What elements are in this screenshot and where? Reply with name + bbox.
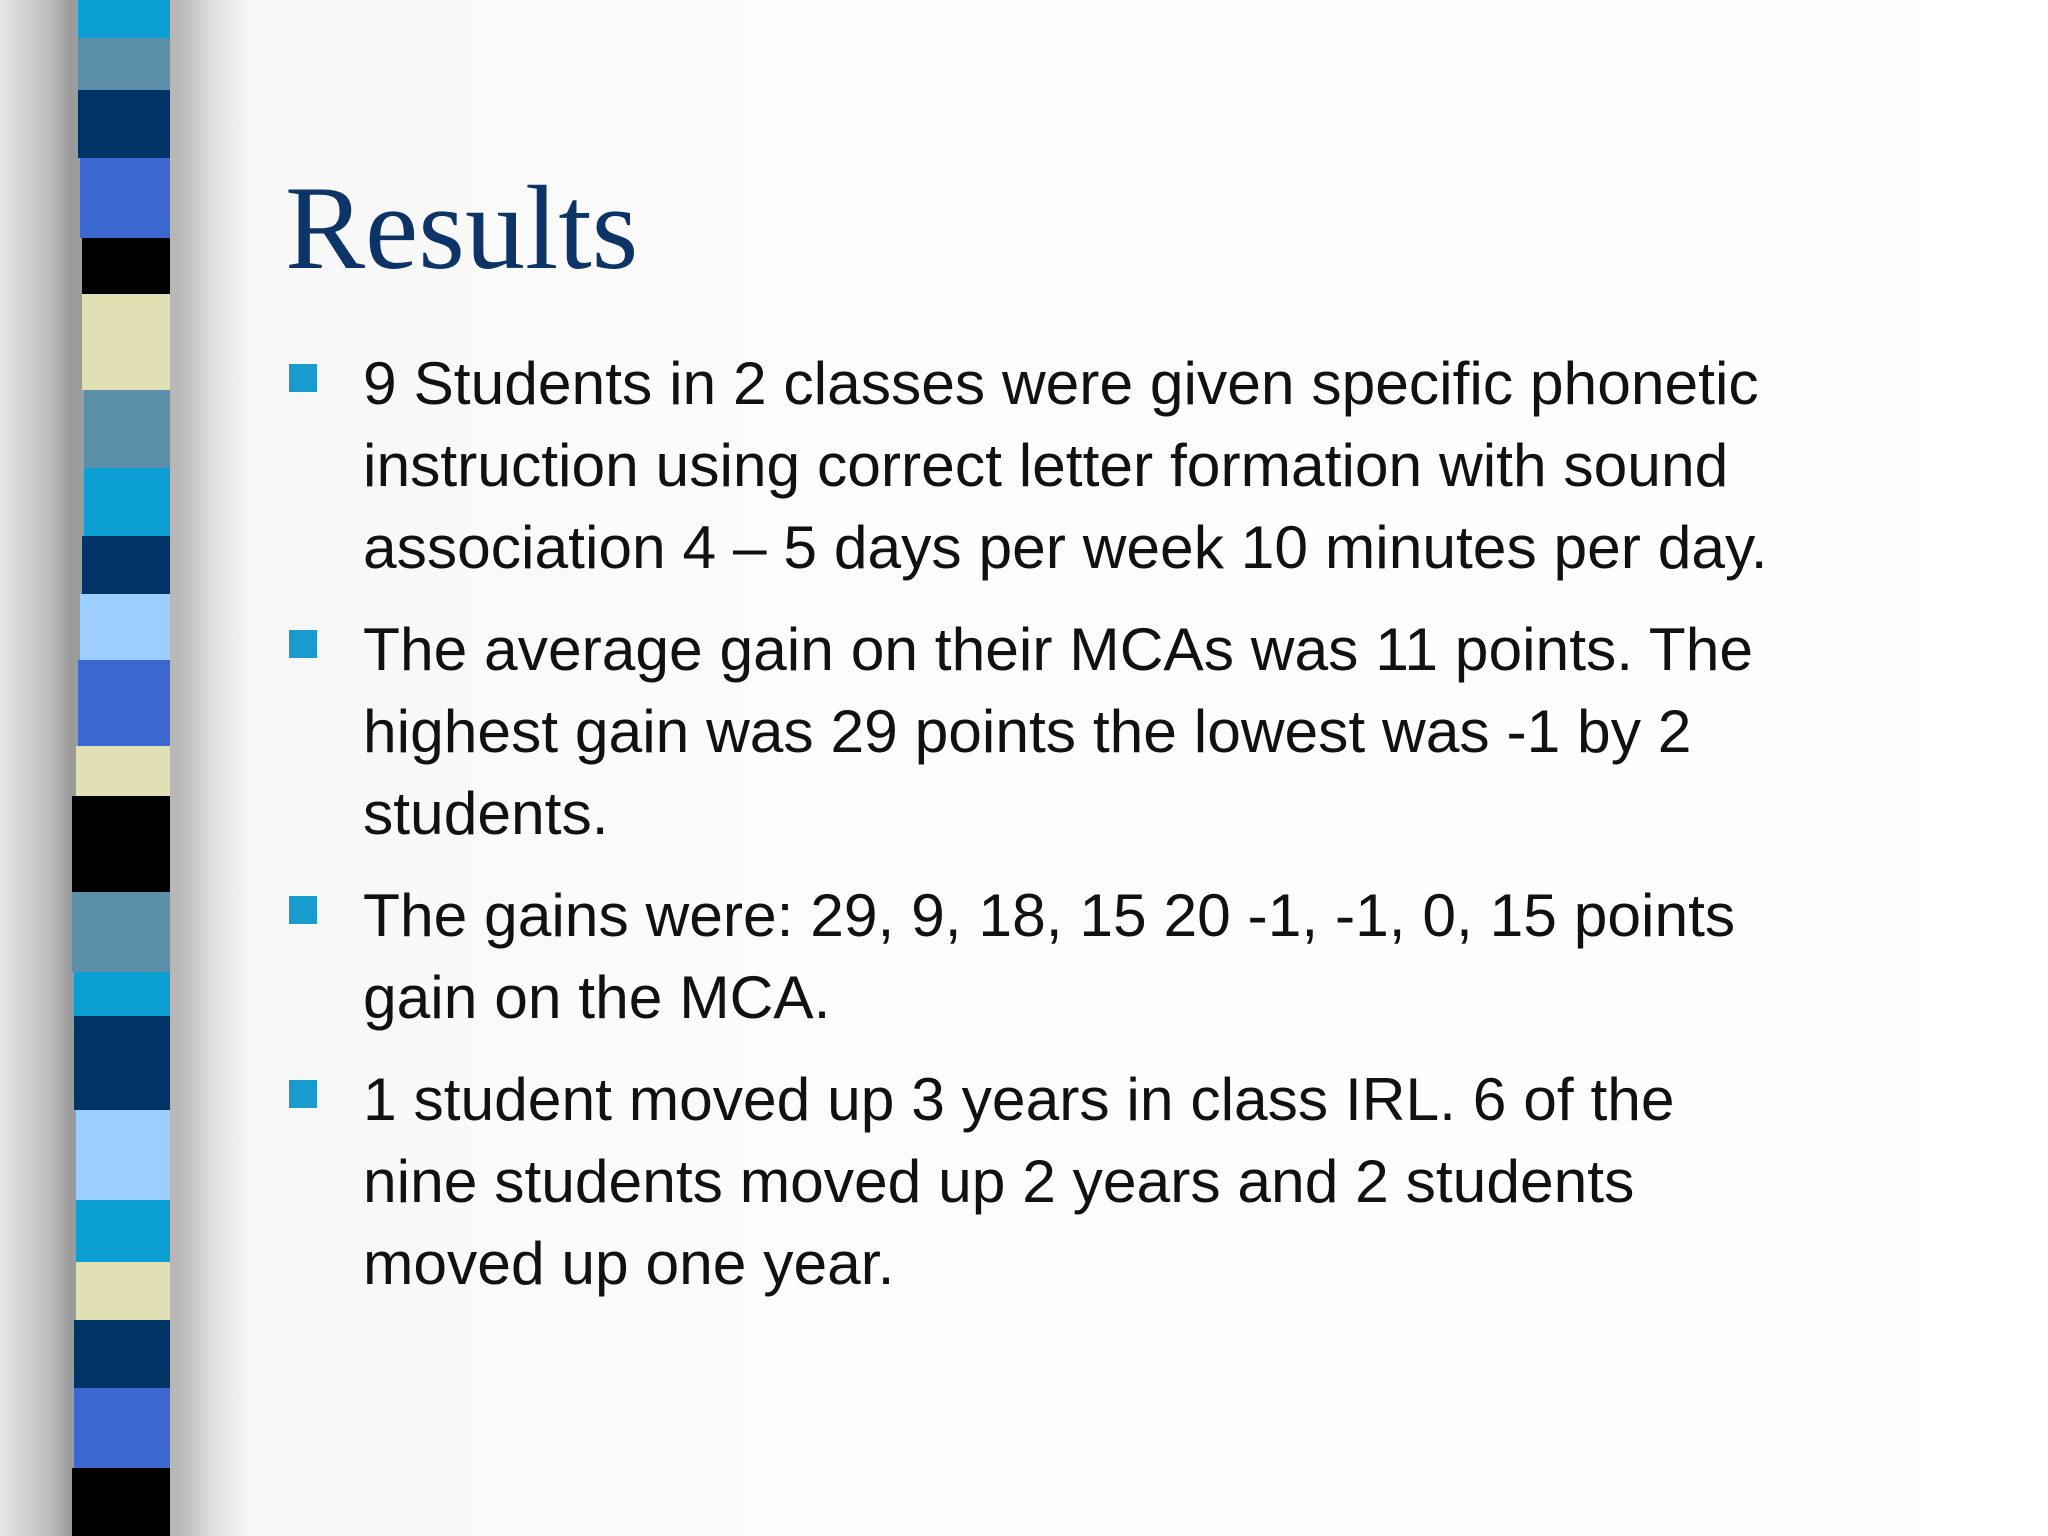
bullet-item (285, 874, 2005, 1038)
stripe (72, 796, 170, 892)
stripe (78, 38, 170, 90)
stripe (76, 746, 170, 796)
stripe (78, 0, 170, 38)
stripe (74, 1388, 170, 1468)
square-bullet-icon (289, 364, 317, 392)
stripe (74, 1016, 170, 1110)
stripe-bar-graphic (72, 0, 172, 1536)
bullet-text: 9 Students in 2 classes were given specific phonetic instruction using correct letter formation with sound association 4 – 5 days per week 10 minutes per day. (363, 349, 1768, 581)
bullet-item (285, 608, 2005, 854)
square-bullet-icon (289, 630, 317, 658)
stripe (84, 390, 170, 468)
stripe (74, 1320, 170, 1388)
stripe (74, 972, 170, 1016)
stripe (78, 90, 170, 158)
bullet-text: The gains were: 29, 9, 18, 15 20 -1, -1, 0, 15 points gain on the MCA. (363, 881, 1736, 1031)
stripe (82, 536, 170, 594)
bullet-text: The average gain on their MCAs was 11 points. The highest gain was 29 points the lowest was -1 by 2 students. (363, 615, 1754, 847)
stripe (82, 238, 170, 294)
stripe (80, 158, 170, 238)
stripe (72, 892, 170, 972)
stripe (78, 660, 170, 746)
decorative-stripe-bar (72, 0, 172, 1536)
stripe (80, 594, 170, 660)
bullet-list (285, 342, 2005, 1324)
square-bullet-icon (289, 1080, 317, 1108)
bullet-text: 1 student moved up 3 years in class IRL. 6 of the nine students moved up 2 years and 2 students moved up one year. (363, 1065, 1675, 1297)
bullet-item (285, 342, 2005, 588)
slide-title: Results (285, 161, 639, 294)
stripe (76, 1110, 170, 1200)
square-bullet-icon (289, 896, 317, 924)
stripe (84, 468, 170, 536)
stripe (82, 294, 170, 390)
stripe (76, 1262, 170, 1320)
stripe (76, 1200, 170, 1262)
stripe (72, 1468, 170, 1536)
bullet-item (285, 1058, 2005, 1304)
